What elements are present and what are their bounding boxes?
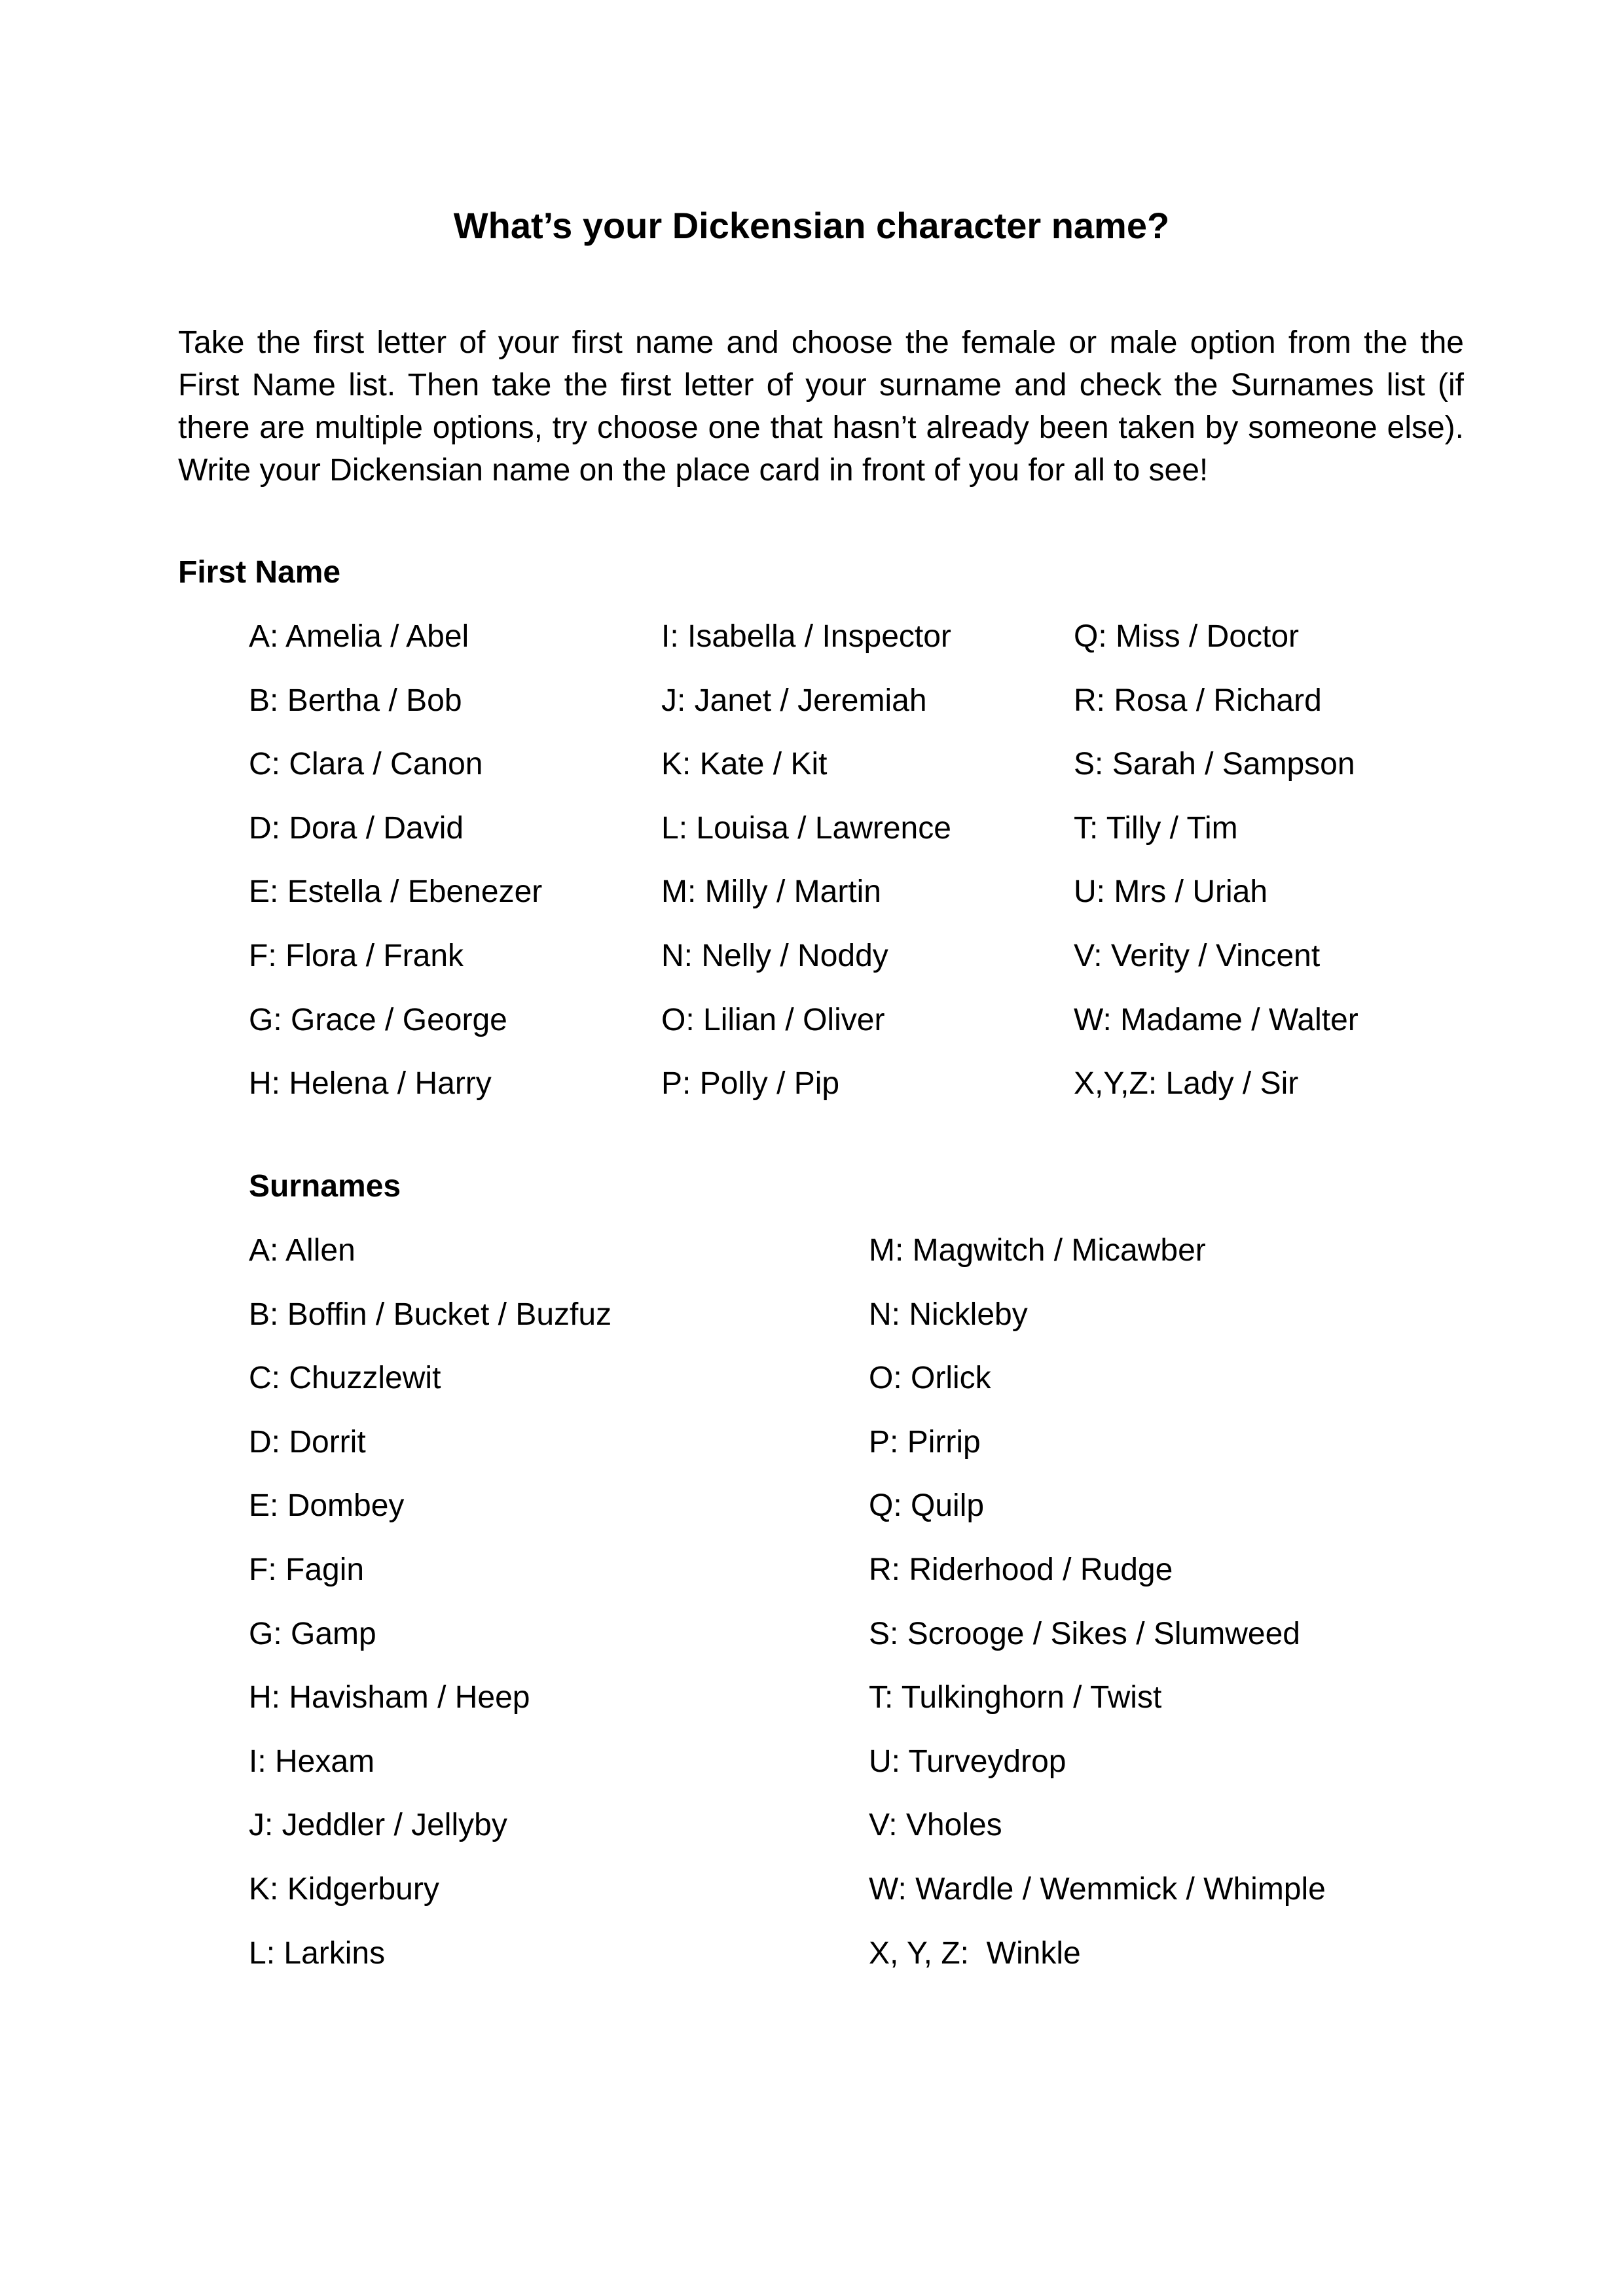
surname-entry: X, Y, Z: Winkle <box>869 1935 1081 1971</box>
first-name-entry: F: Flora / Frank <box>249 938 464 973</box>
first-name-entry: L: Louisa / Lawrence <box>661 810 951 846</box>
surnames-column-2 <box>869 1229 1326 1996</box>
surname-entry: K: Kidgerbury <box>249 1871 439 1907</box>
surname-entry: P: Pirrip <box>869 1424 981 1460</box>
surname-entry: W: Wardle / Wemmick / Whimple <box>869 1871 1326 1907</box>
surnames-column-1 <box>249 1229 611 1996</box>
first-name-entry: H: Helena / Harry <box>249 1066 492 1102</box>
first-name-entry: G: Grace / George <box>249 1002 507 1037</box>
surnames-heading: Surnames <box>249 1169 401 1204</box>
surname-entry: S: Scrooge / Sikes / Slumweed <box>869 1616 1300 1651</box>
surname-entry: D: Dorrit <box>249 1424 366 1460</box>
surname-entry: J: Jeddler / Jellyby <box>249 1808 507 1843</box>
surname-entry: U: Turveydrop <box>869 1744 1067 1779</box>
surname-entry: O: Orlick <box>869 1361 991 1396</box>
first-name-entry: S: Sarah / Sampson <box>1074 747 1355 782</box>
first-name-entry: U: Mrs / Uriah <box>1074 874 1268 910</box>
first-name-entry: N: Nelly / Noddy <box>661 938 888 973</box>
surname-entry: F: Fagin <box>249 1552 365 1587</box>
first-name-entry: Q: Miss / Doctor <box>1074 619 1300 654</box>
first-name-entry: B: Bertha / Bob <box>249 683 462 718</box>
surname-entry: C: Chuzzlewit <box>249 1361 441 1396</box>
surname-entry: I: Hexam <box>249 1744 375 1779</box>
first-name-entry: I: Isabella / Inspector <box>661 619 951 654</box>
first-name-entry: P: Polly / Pip <box>661 1066 840 1102</box>
first-name-entry: A: Amelia / Abel <box>249 619 469 654</box>
surname-entry: V: Vholes <box>869 1808 1002 1843</box>
surname-entry: G: Gamp <box>249 1616 376 1651</box>
surname-entry: T: Tulkinghorn / Twist <box>869 1680 1162 1715</box>
first-name-entry: O: Lilian / Oliver <box>661 1002 885 1037</box>
first-name-column-1 <box>249 615 542 1126</box>
first-name-entry: V: Verity / Vincent <box>1074 938 1321 973</box>
surname-entry: A: Allen <box>249 1233 356 1268</box>
surname-entry: N: Nickleby <box>869 1297 1028 1332</box>
surname-entry: E: Dombey <box>249 1488 405 1524</box>
first-name-entry: E: Estella / Ebenezer <box>249 874 543 910</box>
page-title: What’s your Dickensian character name? <box>453 205 1170 246</box>
first-name-entry: D: Dora / David <box>249 810 464 846</box>
surname-entry: M: Magwitch / Micawber <box>869 1233 1206 1268</box>
first-name-heading: First Name <box>178 555 341 590</box>
first-name-entry: X,Y,Z: Lady / Sir <box>1074 1066 1299 1102</box>
first-name-entry: C: Clara / Canon <box>249 747 483 782</box>
first-name-column-2 <box>661 615 951 1126</box>
first-name-entry: R: Rosa / Richard <box>1074 683 1322 718</box>
surname-entry: B: Boffin / Bucket / Buzfuz <box>249 1297 612 1332</box>
first-name-entry: T: Tilly / Tim <box>1074 810 1238 846</box>
surname-entry: Q: Quilp <box>869 1488 985 1524</box>
first-name-column-3 <box>1074 615 1359 1126</box>
surname-entry: L: Larkins <box>249 1935 386 1971</box>
first-name-entry: W: Madame / Walter <box>1074 1002 1359 1037</box>
first-name-entry: J: Janet / Jeremiah <box>661 683 927 718</box>
first-name-entry: M: Milly / Martin <box>661 874 881 910</box>
surname-entry: H: Havisham / Heep <box>249 1680 530 1715</box>
surname-entry: R: Riderhood / Rudge <box>869 1552 1173 1587</box>
first-name-entry: K: Kate / Kit <box>661 747 828 782</box>
instructions-paragraph: Take the first letter of your first name and choose the female or male option from the the First Name list. Then take the first letter of your surname and check the Surnames list (if there are multiple options, try choose one that hasn’t already been taken by someone else). Write your Dickensian name on the place card in front of you for all to see! <box>178 325 1464 488</box>
